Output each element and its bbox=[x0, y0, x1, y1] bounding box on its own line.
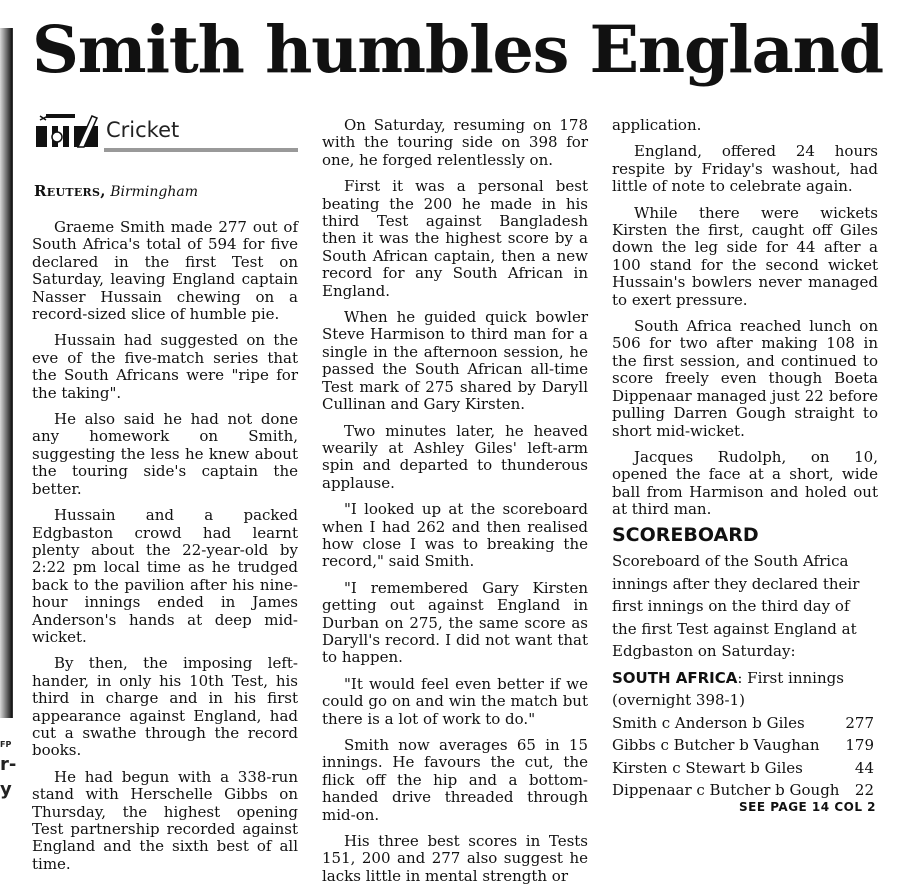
article-paragraph: South Africa reached lunch on 506 for two after making 108 in the first session, and continued to score freely even though Boeta Dippenaar managed just 22 before pulling Darren Gough straight to short mid-wicket. bbox=[612, 317, 878, 440]
headline: Smith humbles England bbox=[32, 12, 883, 88]
article-column-3 bbox=[612, 117, 878, 528]
byline bbox=[34, 182, 198, 200]
adjacent-article-fragment: FP bbox=[0, 740, 12, 749]
scoreboard-team: SOUTH AFRICA bbox=[612, 668, 738, 687]
scoreboard-runs: 44 bbox=[854, 758, 874, 777]
article-paragraph: "It would feel even better if we could go on and win the match but there is a lot of work to do." bbox=[322, 674, 588, 728]
article-paragraph: Hussain and a packed Edgbaston crowd had learnt plenty about the 22-year-old by 2:22 pm local time as he trudged back to the pavilion after his nine-hour innings ended in James Anderson's hands at deep mid-wicket. bbox=[32, 506, 298, 646]
article-column-1 bbox=[32, 219, 298, 882]
adjacent-photo-edge bbox=[0, 28, 12, 718]
article-paragraph: Smith now averages 65 in 15 innings. He favours the cut, the flick off the hip and a bottom-handed drive threaded through mid-on. bbox=[322, 736, 588, 824]
column-divider bbox=[12, 28, 13, 718]
scoreboard-row bbox=[612, 712, 878, 735]
scoreboard-runs: 22 bbox=[854, 781, 874, 799]
scoreboard-batsman: Smith c Anderson b Giles bbox=[612, 713, 805, 732]
scoreboard-row bbox=[612, 734, 878, 757]
article-paragraph: By then, the imposing left-hander, in only his 10th Test, his third in charge and in his first appearance against England, had cut a swathe through the record books. bbox=[32, 654, 298, 760]
article-column-2 bbox=[322, 117, 588, 894]
article-paragraph: Graeme Smith made 277 out of South Africa's total of 594 for five declared in the first Test on Saturday, leaving England captain Nasser Hussain chewing on a record-sized slice of humble pie. bbox=[32, 218, 298, 324]
article-paragraph: First it was a personal best beating the 200 he made in his third Test against Bangladesh then it was the highest score by a South African captain, then a new record for any South African in England. bbox=[322, 177, 588, 300]
article-paragraph: "I remembered Gary Kirsten getting out against England in Durban on 275, the same score as Daryll's record. I did not want that to happen. bbox=[322, 578, 588, 667]
scoreboard-row bbox=[612, 779, 878, 802]
scoreboard-innings-line bbox=[612, 667, 878, 690]
article-paragraph: Hussain had suggested on the eve of the five-match series that the South Africans were "ripe for the taking". bbox=[32, 331, 298, 402]
article-paragraph: His three best scores in Tests 151, 200 and 277 also suggest he lacks little in mental strength or bbox=[322, 832, 588, 885]
article-paragraph: Jacques Rudolph, on 10, opened the face at a short, wide ball from Harmison and holed out at third man. bbox=[612, 447, 878, 519]
section-rule bbox=[104, 148, 298, 152]
scoreboard bbox=[612, 522, 878, 802]
scoreboard-batsman: Gibbs c Butcher b Vaughan bbox=[612, 736, 820, 754]
scoreboard-runs: 277 bbox=[845, 713, 874, 732]
scoreboard-overnight: (overnight 398-1) bbox=[612, 691, 746, 709]
adjacent-article-fragment: r- bbox=[0, 754, 17, 775]
scoreboard-row bbox=[612, 757, 878, 780]
scoreboard-innings-label: : First innings bbox=[737, 668, 844, 687]
adjacent-article-fragment: y bbox=[0, 779, 12, 800]
article-paragraph: application. bbox=[612, 116, 702, 134]
section-name: Cricket bbox=[106, 118, 180, 142]
scoreboard-runs: 179 bbox=[845, 736, 874, 754]
scoreboard-heading: SCOREBOARD bbox=[612, 524, 759, 546]
byline-place: Birmingham bbox=[110, 184, 199, 200]
cricket-bat-ball-stumps-icon bbox=[34, 110, 100, 154]
scoreboard-batsman: Kirsten c Stewart b Giles bbox=[612, 758, 803, 777]
article-paragraph: When he guided quick bowler Steve Harmison to third man for a single in the afternoon session, he passed the South African all-time Test mark of 275 shared by Daryll Cullinan and Gary Kirsten. bbox=[322, 308, 588, 414]
article-paragraph: He also said he had not done any homework on Smith, suggesting the less he knew about the touring side's captain the better. bbox=[32, 410, 298, 498]
article-paragraph: While there were wickets Kirsten the first, caught off Giles down the leg side for 44 after a 100 stand for the second wicket Hussain's bowlers never managed to exert pressure. bbox=[612, 203, 878, 309]
scoreboard-intro: Scoreboard of the South Africa innings after they declared their first innings on the third day of the first Test against England at Edgbaston on Saturday: bbox=[612, 552, 860, 660]
article-paragraph: On Saturday, resuming on 178 with the touring side on 398 for one, he forged relentlessly on. bbox=[322, 116, 588, 169]
article-paragraph: England, offered 24 hours respite by Friday's washout, had little of note to celebrate again. bbox=[612, 142, 878, 196]
byline-agency: Reuters, bbox=[34, 182, 106, 200]
article-paragraph: "I looked up at the scoreboard when I had 262 and then realised how close I was to breaking the record," said Smith. bbox=[322, 500, 588, 571]
continuation-note: SEE PAGE 14 COL 2 bbox=[739, 800, 876, 814]
article-paragraph: Two minutes later, he heaved wearily at Ashley Giles' left-arm spin and departed to thunderous applause. bbox=[322, 421, 588, 492]
article-paragraph: He had begun with a 338-run stand with Herschelle Gibbs on Thursday, the highest opening Test partnership recorded against England and the sixth best of all time. bbox=[32, 767, 298, 873]
scoreboard-batsman: Dippenaar c Butcher b Gough bbox=[612, 781, 840, 799]
